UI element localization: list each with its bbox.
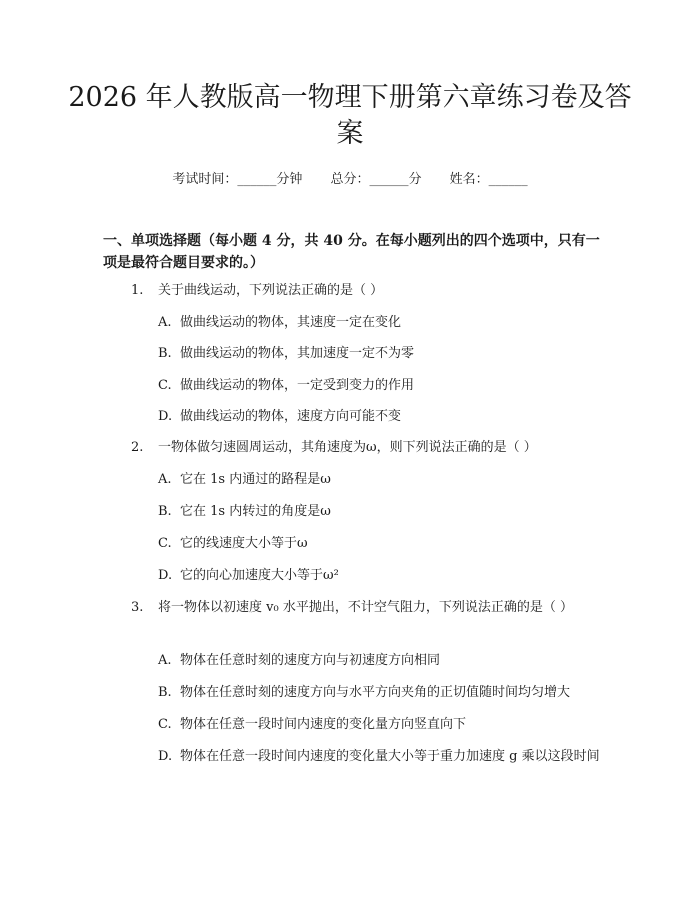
answer-option [158, 714, 608, 736]
answer-option [158, 682, 608, 704]
option-letter: C. [158, 536, 172, 551]
option-letter: C. [158, 378, 172, 393]
question-stem [103, 597, 600, 619]
option-letter: B. [158, 346, 172, 361]
answer-option [158, 312, 608, 334]
answer-option [158, 501, 608, 523]
option-letter: C. [158, 717, 172, 732]
total-score-label: 总分：______分 [330, 172, 422, 187]
option-text: 做曲线运动的物体，一定受到变力的作用 [180, 378, 415, 393]
section-heading: 一、单项选择题（每小题 4 分，共 40 分。在每小题列出的四个选项中，只有一项是最符合题目要求的。） [103, 233, 600, 271]
question-text: 关于曲线运动，下列说法正确的是（ ） [158, 283, 384, 298]
question-text: 将一物体以初速度 v₀ 水平抛出，不计空气阻力，下列说法正确的是（ ） [158, 600, 573, 615]
student-name-label: 姓名：______ [449, 172, 528, 187]
option-letter: B. [158, 504, 172, 519]
question-number: 1. [131, 283, 144, 298]
option-letter: D. [158, 568, 173, 583]
answer-option [103, 746, 600, 768]
option-text: 做曲线运动的物体，其加速度一定不为零 [180, 346, 415, 361]
option-letter: A. [158, 472, 172, 487]
answer-option [158, 565, 608, 587]
option-text: 它在 1s 内通过的路程是ω [180, 472, 331, 487]
question-stem [103, 280, 600, 302]
answer-option [158, 375, 608, 397]
page-title: 2026 年人教版高一物理下册第六章练习卷及答案 [68, 82, 632, 149]
option-text: 物体在任意一段时间内速度的变化量大小等于重力加速度 g 乘以这段时间 [180, 749, 600, 764]
option-letter: B. [158, 685, 172, 700]
answer-option [158, 650, 608, 672]
answer-option [158, 533, 608, 555]
option-text: 它在 1s 内转过的角度是ω [180, 504, 331, 519]
answer-option [158, 343, 608, 365]
option-letter: D. [158, 749, 173, 764]
answer-option [158, 469, 608, 491]
option-letter: D. [158, 409, 173, 424]
option-text: 物体在任意一段时间内速度的变化量方向竖直向下 [180, 717, 467, 732]
question-number: 3. [131, 600, 144, 615]
exam-meta [0, 168, 700, 187]
exam-time-label: 考试时间：______分钟 [172, 172, 303, 187]
option-text: 做曲线运动的物体，其速度一定在变化 [180, 315, 402, 330]
option-letter: A. [158, 315, 172, 330]
question-number: 2. [131, 440, 144, 455]
question-stem [103, 437, 600, 459]
option-text: 做曲线运动的物体，速度方向可能不变 [180, 409, 402, 424]
option-text: 它的线速度大小等于ω [180, 536, 308, 551]
answer-option [158, 406, 608, 428]
option-text: 物体在任意时刻的速度方向与初速度方向相同 [180, 653, 441, 668]
option-letter: A. [158, 653, 172, 668]
option-text: 物体在任意时刻的速度方向与水平方向夹角的正切值随时间均匀增大 [180, 685, 571, 700]
question-text: 一物体做匀速圆周运动，其角速度为ω，则下列说法正确的是（ ） [158, 440, 537, 455]
option-text: 它的向心加速度大小等于ω² [180, 568, 339, 583]
